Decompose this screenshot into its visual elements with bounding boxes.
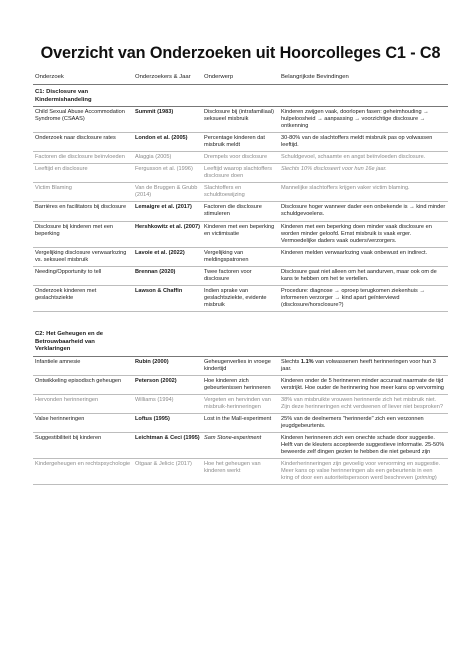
topic-cell <box>202 266 279 285</box>
topic-text: Vergelijking van meldingspatronen <box>204 249 249 263</box>
authors-text: Williams (1994) <box>135 396 174 403</box>
table-row <box>33 152 448 164</box>
findings-text: Kinderen zwijgen vaak, doorlopen fasen: geheimhouding → hulpeloosheid → aanpassing → voorzichtige disclosure → ontkenning <box>281 108 429 130</box>
findings-cell <box>279 414 448 433</box>
authors-text: Van de Bruggen & Grubb (2014) <box>135 185 198 199</box>
table-row <box>33 285 448 311</box>
authors-text: Otgaar & Jelicic (2017) <box>135 461 192 468</box>
table-row <box>33 106 448 132</box>
header-study: Onderzoek <box>33 73 133 85</box>
findings-text: Slechts 10% discloseert voor hun 16e jaar. <box>281 166 387 173</box>
topic-text: Leeftijd waarop slachtoffers disclosure doen <box>204 166 272 180</box>
table-row <box>33 247 448 266</box>
authors-text: Lawson & Chaffin <box>135 287 183 294</box>
authors-text: London et al. (2005) <box>135 135 188 142</box>
findings-part: Kinderherinneringen zijn gevoelig voor vervorming en suggestie. Meer kans op valse herinneringen als een gebeurtenis in een kring of door een autoriteitspersoon werd beschreven ( <box>281 461 441 482</box>
topic-text: Slachtoffers en schuldtoewijzing <box>204 185 245 199</box>
section-empty-cell <box>133 327 202 356</box>
table-row <box>33 459 448 485</box>
findings-text: 38% van misbruikte vrouwen herinnerde zich het misbruik niet. Zijn deze herinneringen echt verdwenen of liever niet besproken? <box>281 396 444 411</box>
authors-cell <box>133 459 202 485</box>
authors-cell <box>133 414 202 433</box>
findings-text: 30-80% van de slachtoffers meldt misbruik pas op volwassen leeftijd. <box>281 135 433 149</box>
header-topic: Onderwerp <box>202 73 279 85</box>
study-cell: Leeftijd en disclosure <box>33 164 133 183</box>
section-title: C1: Disclosure van Kindermishandeling <box>33 85 133 107</box>
authors-text: Hershkowitz et al. (2007) <box>135 223 200 230</box>
findings-text: Disclosure gaat niet alleen om het aandurven, maar ook om de kans te hebben om het te vertellen. <box>281 268 437 282</box>
topic-text: Lost in the Mall-experiment <box>204 416 272 423</box>
findings-part: ) <box>434 475 437 482</box>
table-row <box>33 356 448 375</box>
table-body <box>33 85 448 485</box>
authors-text: Peterson (2002) <box>135 377 177 384</box>
study-cell: Infantiele amnesie <box>33 356 133 375</box>
section-spacer <box>33 311 448 327</box>
authors-cell <box>133 183 202 202</box>
header-findings: Belangrijkste Bevindingen <box>279 73 448 85</box>
topic-cell <box>202 433 279 459</box>
topic-cell <box>202 247 279 266</box>
findings-cell <box>279 266 448 285</box>
findings-part: Slechts <box>281 358 301 365</box>
topic-text: Twee factoren voor disclosure <box>204 268 252 282</box>
section-empty-cell <box>133 85 202 107</box>
table-row <box>33 202 448 221</box>
topic-text: Geheugenverlies in vroege kindertijd <box>204 358 271 372</box>
findings-text: Procedure: diagnose → oproep terugkomen ziekenhuis → informeren verzorger → kind apart geïnterviewd (disclosure/horsclosure?) <box>281 287 425 308</box>
topic-cell <box>202 221 279 247</box>
authors-cell <box>133 247 202 266</box>
table-row <box>33 183 448 202</box>
topic-text: Hoe het geheugen van kinderen werkt <box>204 461 261 475</box>
authors-text: Loftus (1995) <box>135 416 170 423</box>
authors-cell <box>133 221 202 247</box>
topic-text: Hoe kinderen zich gebeurtenissen herinneren <box>204 377 271 391</box>
study-cell: Onderzoek naar disclosure rates <box>33 133 133 152</box>
topic-text: Kinderen met een beperking en victimisatie <box>204 223 275 237</box>
authors-cell <box>133 285 202 311</box>
authors-text: Rubin (2000) <box>135 358 169 365</box>
findings-cell <box>279 285 448 311</box>
authors-cell <box>133 433 202 459</box>
section-empty-cell <box>279 327 448 356</box>
authors-text: Alaggia (2005) <box>135 154 172 161</box>
table-row <box>33 266 448 285</box>
table-row <box>33 133 448 152</box>
findings-cell <box>279 375 448 394</box>
findings-text: Mannelijke slachtoffers krijgen vaker victim blaming. <box>281 185 410 192</box>
section-title: C2: Het Geheugen en de Betrouwbaarheid van Verklaringen <box>33 327 133 356</box>
findings-text: Kinderen melden verwaarlozing vaak onbewust en indirect. <box>281 249 428 256</box>
findings-cell <box>279 164 448 183</box>
study-cell: Onderzoek kinderen met geslachtsziekte <box>33 285 133 311</box>
findings-text: Disclosure hoger wanneer dader een onbekende is → kind minder schuldgevoelens. <box>281 204 446 218</box>
study-cell: Suggestibiliteit bij kinderen <box>33 433 133 459</box>
table-header-row <box>33 73 448 85</box>
table-row <box>33 375 448 394</box>
authors-text: Lemaigre et al. (2017) <box>135 204 192 211</box>
findings-cell <box>279 221 448 247</box>
findings-cell <box>279 106 448 132</box>
topic-cell <box>202 375 279 394</box>
study-cell: Kindergeheugen en rechtspsychologie <box>33 459 133 485</box>
findings-part: van volwassenen heeft herinneringen voor hun 3 jaar. <box>281 358 436 372</box>
study-cell: Barrières en facilitators bij disclosure <box>33 202 133 221</box>
header-authors: Onderzoekers & Jaar <box>133 73 202 85</box>
topic-text: Sam Stone-experiment <box>204 435 262 442</box>
table-row <box>33 164 448 183</box>
topic-cell <box>202 414 279 433</box>
authors-text: Fergusson et al. (1996) <box>135 166 193 173</box>
findings-cell <box>279 202 448 221</box>
topic-text: Percentage kinderen dat misbruik meldt <box>204 135 265 149</box>
topic-text: Disclosure bij (intrafamiliaal) seksueel misbruik <box>204 108 274 122</box>
authors-cell <box>133 356 202 375</box>
findings-text: Kinderen herinneren zich een onechte schade door suggestie. Helft van de kleuters accepteerde suggestieve informatie. 25-50% beweerde zelf dingen gezien te hebben die niet gebeurd zijn <box>281 435 445 456</box>
study-cell: Ontwikkeling episodisch geheugen <box>33 375 133 394</box>
findings-text: Kinderen met een beperking doen minder vaak disclosure en worden minder geloofd. Ernst misbruik is vaak erger. Vermoedelijke daders vaak ouders/verzorgers. <box>281 223 432 244</box>
section-empty-cell <box>202 327 279 356</box>
topic-cell <box>202 394 279 413</box>
authors-cell <box>133 394 202 413</box>
findings-text: Schuldgevoel, schaamte en angst beïnvloeden disclosure. <box>281 154 426 161</box>
authors-cell <box>133 152 202 164</box>
topic-cell <box>202 285 279 311</box>
findings-cell <box>279 133 448 152</box>
study-cell: Vergelijking disclosure verwaarlozing vs. seksueel misbruik <box>33 247 133 266</box>
page-title: Overzicht van Onderzoeken uit Hoorcolleges C1 - C8 <box>40 44 441 62</box>
authors-text: Summit (1983) <box>135 108 174 115</box>
topic-text: Factoren die disclosure stimuleren <box>204 204 262 218</box>
study-cell: Needing/Opportunity to tell <box>33 266 133 285</box>
findings-cell <box>279 394 448 413</box>
study-cell: Disclosure bij kinderen met een beperking <box>33 221 133 247</box>
topic-cell <box>202 183 279 202</box>
section-row <box>33 327 448 356</box>
topic-cell <box>202 202 279 221</box>
table-row <box>33 414 448 433</box>
topic-text: Drempels voor disclosure <box>204 154 268 161</box>
findings-cell <box>279 247 448 266</box>
findings-text: Kinderen onder de 5 herinneren minder accuraat naarmate de tijd verstrijkt. Hoe ouder de herinnering hoe meer kans op vervorming <box>281 377 444 391</box>
topic-cell <box>202 164 279 183</box>
authors-cell <box>133 133 202 152</box>
authors-cell <box>133 164 202 183</box>
authors-text: Lavoie et al. (2022) <box>135 249 185 256</box>
study-cell: Victim Blaming <box>33 183 133 202</box>
topic-text: Vergeten en hervinden van misbruik-herinneringen <box>204 396 271 411</box>
findings-cell <box>279 152 448 164</box>
study-cell: Valse herinneringen <box>33 414 133 433</box>
findings-cell <box>279 183 448 202</box>
section-empty-cell <box>202 85 279 107</box>
authors-cell <box>133 106 202 132</box>
study-cell: Factoren die disclosure beïnvloeden <box>33 152 133 164</box>
topic-cell <box>202 356 279 375</box>
authors-text: Leichtman & Ceci (1995) <box>135 435 200 442</box>
section-empty-cell <box>279 85 448 107</box>
topic-cell <box>202 152 279 164</box>
studies-table <box>33 73 448 485</box>
study-cell: Child Sexual Abuse Accommodation Syndrome (CSAAS) <box>33 106 133 132</box>
findings-part: 1.1% <box>300 358 314 365</box>
findings-cell <box>279 356 448 375</box>
study-cell: Hervonden herinneringen <box>33 394 133 413</box>
topic-text: Indien sprake van geslachtsziekte, evidente misbruik <box>204 287 267 308</box>
table-row <box>33 394 448 413</box>
spacer-cell <box>33 311 448 327</box>
findings-cell <box>279 459 448 485</box>
findings-text: 25% van de deelnemers "herinnerde" zich een verzonnen jeugdgebeurtenis. <box>281 416 424 430</box>
topic-cell <box>202 106 279 132</box>
authors-text: Brennan (2020) <box>135 268 176 275</box>
authors-cell <box>133 266 202 285</box>
section-row <box>33 85 448 107</box>
topic-cell <box>202 133 279 152</box>
findings-part: priming <box>416 475 435 482</box>
authors-cell <box>133 202 202 221</box>
topic-cell <box>202 459 279 485</box>
table-row <box>33 221 448 247</box>
findings-cell <box>279 433 448 459</box>
authors-cell <box>133 375 202 394</box>
table-row <box>33 433 448 459</box>
